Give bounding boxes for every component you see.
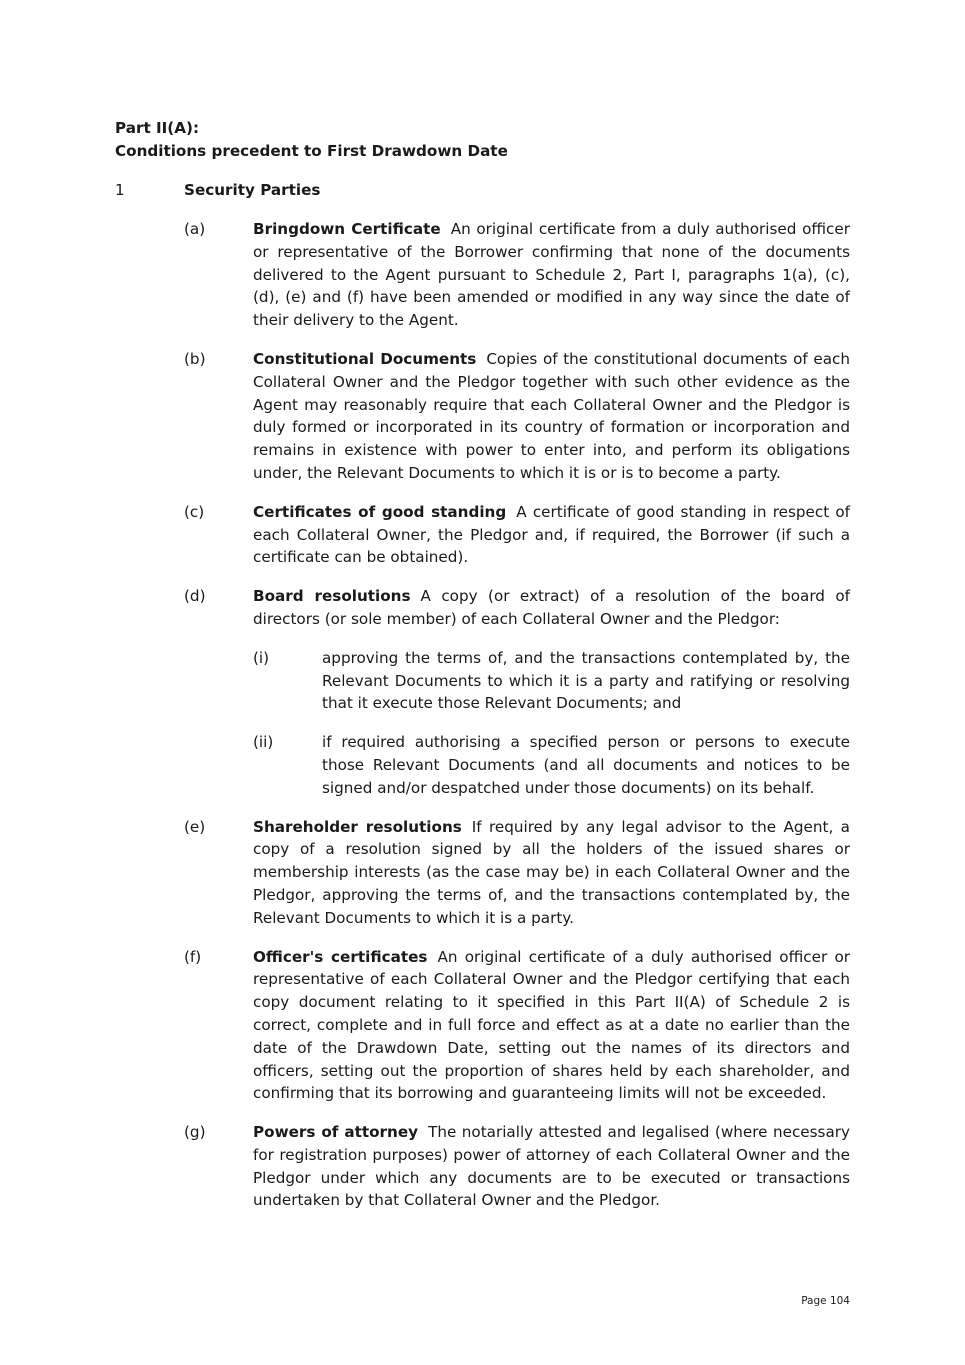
- item-text: Copies of the constitutional documents of each Collateral Owner and the Pledgor together with such other evidence as the Agent may reasonably require that each Collateral Owner and the Pledgor is duly formed or incorporated in its country of formation or incorporation and remains in existence with power to enter into, and perform its obligations under, the Relevant Documents to which it is or is to become a party.: [253, 349, 850, 482]
- item-text: If required by any legal advisor to the Agent, a copy of a resolution signed by all the holders of the issued shares or membership interests (as the case may be) in each Collateral Owner and the Pledgor, approving the terms of, and the transactions contemplated by, the Relevant Documents to which it is a party.: [253, 817, 850, 927]
- item-label: (e): [184, 817, 206, 836]
- item-title: Constitutional Documents: [253, 349, 477, 368]
- item-body: [253, 1121, 850, 1212]
- item-body: [253, 348, 850, 485]
- item-label: (b): [184, 349, 206, 368]
- condition-item-a: [115, 218, 850, 332]
- item-label: (f): [184, 947, 202, 966]
- sub-item-ii: [115, 731, 850, 799]
- condition-item-e: [115, 816, 850, 930]
- section-number: 1: [115, 181, 125, 199]
- item-text: An original certificate from a duly authorised officer or representative of the Borrower confirming that none of the documents delivered to the Agent pursuant to Schedule 2, Part I, paragraphs 1(a), (c), (d), (e) and (f) have been amended or modified in any way since the date of their delivery to the Agent.: [253, 220, 850, 330]
- item-text: A copy (or extract) of a resolution of the board of directors (or sole member) of each Collateral Owner and the Pledgor:: [253, 587, 850, 628]
- part-heading: [115, 117, 855, 163]
- item-body: [253, 218, 850, 332]
- item-text: A certificate of good standing in respect of each Collateral Owner, the Pledgor and, if required, the Borrower (if such a certificate can be obtained).: [253, 502, 850, 567]
- item-label: (c): [184, 502, 205, 521]
- condition-item-b: [115, 348, 850, 485]
- item-title: Board resolutions: [253, 587, 411, 606]
- item-body: [253, 585, 850, 631]
- item-body: [253, 816, 850, 930]
- item-title: Shareholder resolutions: [253, 817, 462, 836]
- page-number: Page 104: [801, 1295, 850, 1307]
- condition-item-f: [115, 946, 850, 1106]
- sub-list: [115, 647, 850, 800]
- item-title: Bringdown Certificate: [253, 220, 441, 238]
- item-text: The notarially attested and legalised (where necessary for registration purposes) power of attorney of each Collateral Owner and the Pledgor under which any documents are to be executed or transactions undertaken by that Collateral Owner and the Pledgor.: [253, 1123, 850, 1210]
- item-body: [253, 946, 850, 1106]
- item-body: [253, 501, 850, 569]
- condition-item-c: [115, 501, 850, 569]
- conditions-list: [115, 218, 850, 1228]
- sub-item-text: approving the terms of, and the transactions contemplated by, the Relevant Documents to which it is a party and ratifying or resolving that it execute those Relevant Documents; and: [322, 648, 850, 713]
- part-title: Conditions precedent to First Drawdown Date: [115, 141, 508, 160]
- item-title: Powers of attorney: [253, 1123, 419, 1142]
- condition-item-g: [115, 1121, 850, 1212]
- item-label: (g): [184, 1123, 206, 1142]
- sub-item-text: if required authorising a specified person or persons to execute those Relevant Documents (and all documents and notices to be signed and/or despatched under those documents) on its behalf.: [322, 733, 850, 797]
- sub-item-i: [115, 647, 850, 715]
- item-title: Certificates of good standing: [253, 502, 507, 521]
- part-label: Part II(A):: [115, 119, 200, 137]
- item-label: (d): [184, 587, 206, 606]
- condition-item-d: [115, 585, 850, 799]
- sub-item-label: (i): [253, 648, 270, 667]
- sub-item-label: (ii): [253, 733, 274, 752]
- item-title: Officer's certificates: [253, 947, 428, 966]
- item-label: (a): [184, 220, 206, 238]
- section-title: Security Parties: [184, 181, 321, 199]
- item-text: An original certificate of a duly authorised officer or representative of each Collateral Owner and the Pledgor certifying that each copy document relating to it specified in this Part II(A) of Schedule 2 is correct, complete and in full force and effect as at a date no earlier than the date of the Drawdown Date, setting out the names of its directors and officers, setting out the proportion of shares held by each shareholder, and confirming that its borrowing and guaranteeing limits will not be exceeded.: [253, 947, 850, 1103]
